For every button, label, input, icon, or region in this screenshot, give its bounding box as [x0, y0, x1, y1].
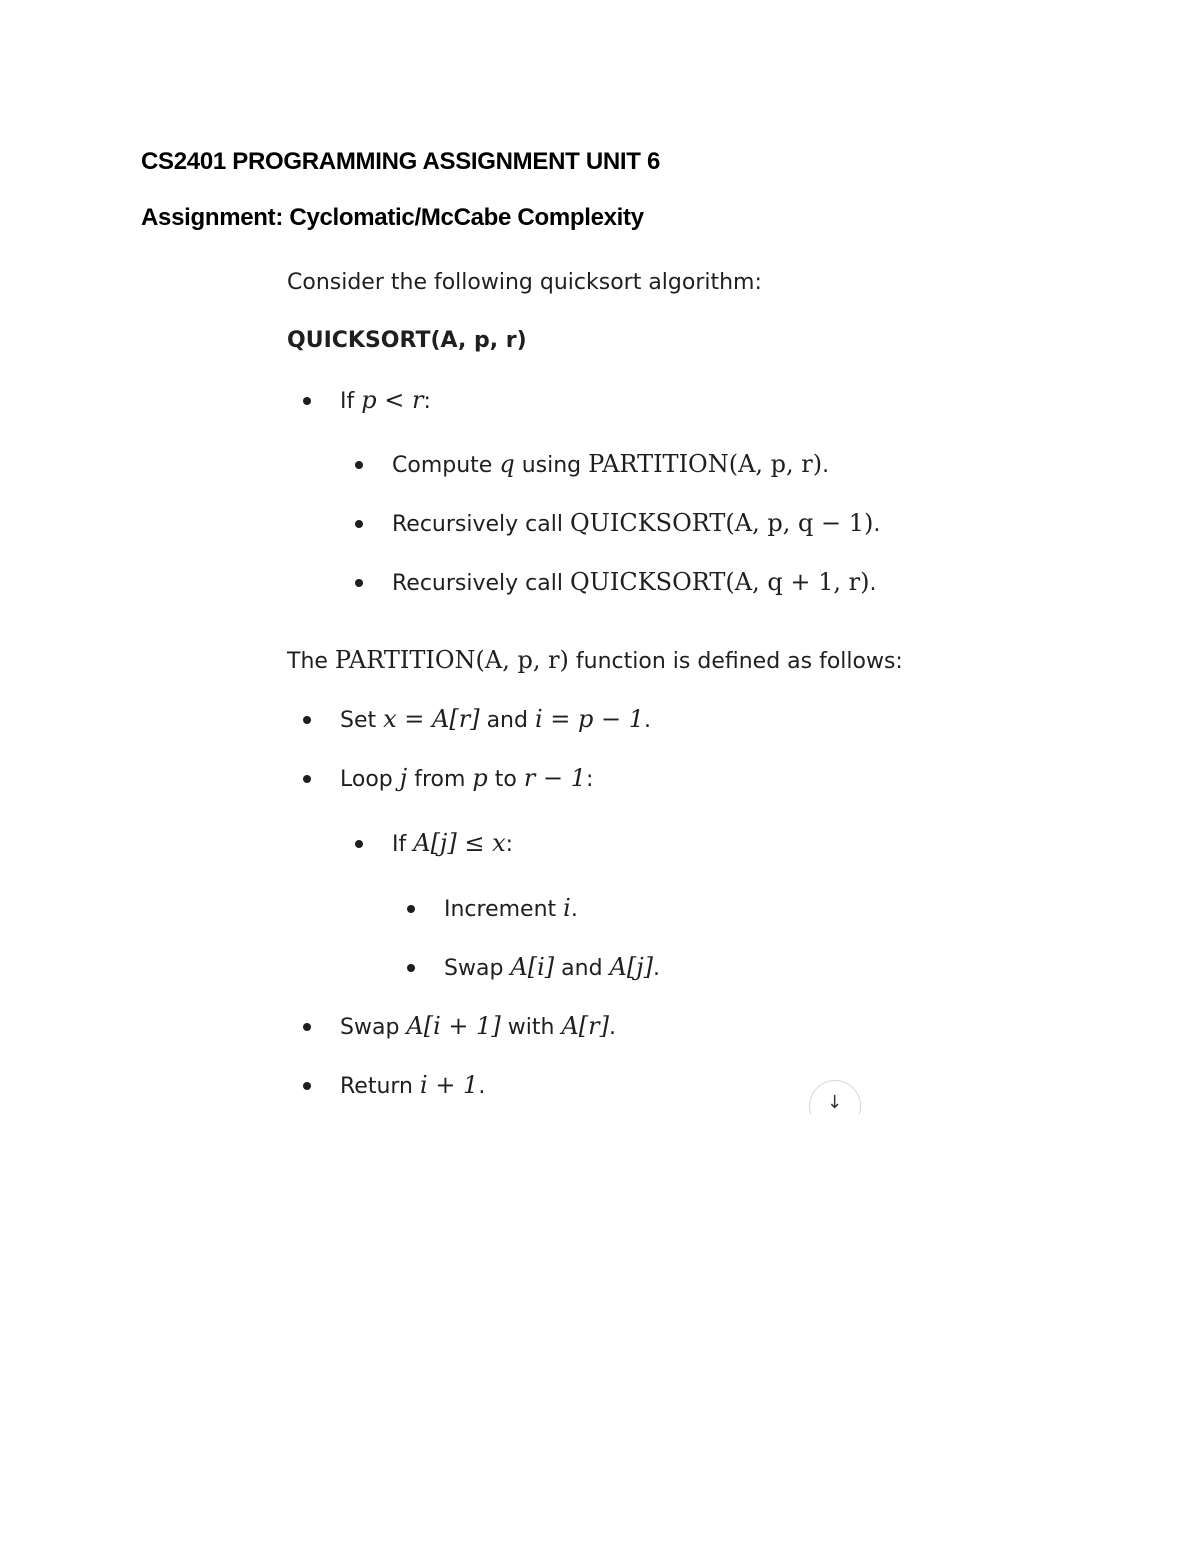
bullet — [303, 716, 311, 724]
compute-partition-step: Compute q using PARTITION(A, p, r). — [392, 450, 830, 478]
quicksort-heading: QUICKSORT(A, p, r) — [287, 328, 527, 353]
partition-loop-step: Loop j from p to r − 1: — [340, 764, 594, 792]
bullet — [303, 1082, 311, 1090]
bullet — [407, 964, 415, 972]
bullet — [355, 461, 363, 469]
swap-inner-step: Swap A[i] and A[j]. — [444, 953, 661, 981]
partition-if-step: If A[j] ≤ x: — [392, 829, 514, 857]
bullet — [303, 1023, 311, 1031]
bullet — [303, 397, 311, 405]
intro-text: Consider the following quicksort algorithm: — [287, 270, 762, 295]
embedded-screenshot — [287, 262, 1007, 1122]
bullet — [303, 775, 311, 783]
return-step: Return i + 1. — [340, 1071, 486, 1099]
partition-set-step: Set x = A[r] and i = p − 1. — [340, 705, 652, 733]
recurse-right-step: Recursively call QUICKSORT(A, q + 1, r). — [392, 568, 877, 596]
bullet — [407, 905, 415, 913]
assignment-subtitle: Assignment: Cyclomatic/McCabe Complexity — [141, 204, 644, 231]
document-title: CS2401 PROGRAMMING ASSIGNMENT UNIT 6 — [141, 148, 661, 175]
bullet — [355, 579, 363, 587]
swap-pivot-step: Swap A[i + 1] with A[r]. — [340, 1012, 616, 1040]
bullet — [355, 840, 363, 848]
partition-intro: The PARTITION(A, p, r) function is defined as follows: — [287, 646, 903, 674]
arrow-down-icon: ↓ — [827, 1092, 843, 1113]
increment-step: Increment i. — [444, 894, 578, 922]
scroll-down-button[interactable] — [809, 1080, 861, 1114]
recurse-left-step: Recursively call QUICKSORT(A, p, q − 1). — [392, 509, 881, 537]
quicksort-if-step: If p < r: — [340, 386, 431, 414]
bullet — [355, 520, 363, 528]
